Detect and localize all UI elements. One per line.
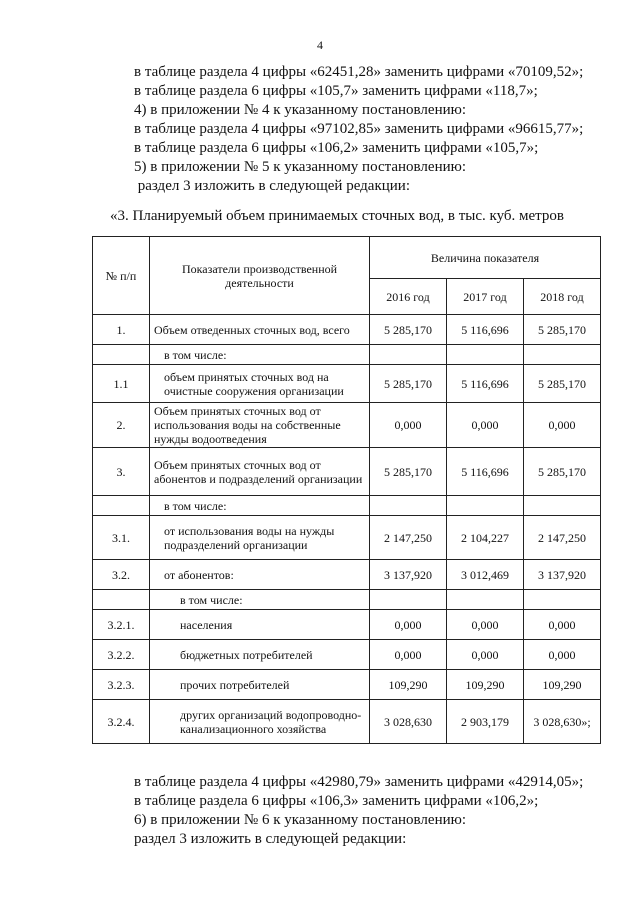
row-value: 3 028,630»; — [524, 700, 601, 744]
text-line: в таблице раздела 6 цифры «106,3» заменить цифрами «106,2»; — [134, 793, 539, 809]
row-value: 5 285,170 — [524, 365, 601, 403]
row-value: 109,290 — [370, 670, 447, 700]
table-row — [93, 365, 601, 403]
row-value: 109,290 — [524, 670, 601, 700]
row-num: 3.2. — [93, 560, 150, 590]
row-value — [370, 345, 447, 365]
text-line: в таблице раздела 4 цифры «62451,28» заменить цифрами «70109,52»; — [134, 64, 584, 80]
row-num: 3. — [93, 448, 150, 496]
table-row — [93, 315, 601, 345]
row-value — [524, 345, 601, 365]
text-line: 6) в приложении № 6 к указанному постановлению: — [134, 812, 466, 828]
header-year: 2018 год — [524, 279, 601, 315]
text-line: раздел 3 изложить в следующей редакции: — [134, 178, 410, 194]
row-value: 3 012,469 — [447, 560, 524, 590]
row-value: 0,000 — [370, 610, 447, 640]
text-line: в таблице раздела 4 цифры «42980,79» заменить цифрами «42914,05»; — [134, 774, 584, 790]
row-label: Объем принятых сточных вод от использования воды на собственные нужды водоотведения — [150, 403, 370, 448]
row-value: 109,290 — [447, 670, 524, 700]
row-value: 2 147,250 — [370, 516, 447, 560]
row-num: 3.2.1. — [93, 610, 150, 640]
row-value: 5 285,170 — [524, 448, 601, 496]
table-row — [93, 670, 601, 700]
row-label: населения — [150, 610, 370, 640]
row-value: 5 285,170 — [524, 315, 601, 345]
row-num: 3.2.4. — [93, 700, 150, 744]
row-num: 2. — [93, 403, 150, 448]
row-num: 3.2.3. — [93, 670, 150, 700]
row-value: 5 116,696 — [447, 448, 524, 496]
header-year: 2016 год — [370, 279, 447, 315]
page-number: 4 — [317, 38, 323, 52]
row-value: 2 903,179 — [447, 700, 524, 744]
header-year: 2017 год — [447, 279, 524, 315]
text-line: 5) в приложении № 5 к указанному постановлению: — [134, 159, 466, 175]
row-value — [524, 590, 601, 610]
row-value: 3 028,630 — [370, 700, 447, 744]
row-value: 0,000 — [447, 610, 524, 640]
row-num — [93, 590, 150, 610]
row-value — [370, 590, 447, 610]
table-row — [93, 590, 601, 610]
row-label: в том числе: — [150, 496, 370, 516]
indicators-table — [92, 236, 601, 744]
row-num: 3.2.2. — [93, 640, 150, 670]
row-label: других организаций водопроводно-канализационного хозяйства — [150, 700, 370, 744]
table-row — [93, 700, 601, 744]
table-row — [93, 640, 601, 670]
table-row — [93, 403, 601, 448]
header-values-title: Величина показателя — [370, 237, 601, 279]
row-num — [93, 496, 150, 516]
row-value: 0,000 — [524, 610, 601, 640]
row-value — [370, 496, 447, 516]
row-label: объем принятых сточных вод на очистные сооружения организации — [150, 365, 370, 403]
row-value: 0,000 — [524, 403, 601, 448]
row-value: 3 137,920 — [370, 560, 447, 590]
text-line: в таблице раздела 6 цифры «105,7» заменить цифрами «118,7»; — [134, 83, 538, 99]
row-label: от абонентов: — [150, 560, 370, 590]
row-value: 0,000 — [447, 640, 524, 670]
row-value: 0,000 — [370, 403, 447, 448]
row-value: 2 104,227 — [447, 516, 524, 560]
row-value: 5 285,170 — [370, 315, 447, 345]
table-row — [93, 610, 601, 640]
header-num: № п/п — [93, 237, 150, 315]
row-value: 5 285,170 — [370, 448, 447, 496]
table-row — [93, 496, 601, 516]
row-num: 3.1. — [93, 516, 150, 560]
row-label: в том числе: — [150, 590, 370, 610]
row-value: 5 116,696 — [447, 365, 524, 403]
row-value — [524, 496, 601, 516]
text-line: 4) в приложении № 4 к указанному постановлению: — [134, 102, 466, 118]
table-row — [93, 560, 601, 590]
row-value — [447, 590, 524, 610]
row-label: прочих потребителей — [150, 670, 370, 700]
row-value: 5 285,170 — [370, 365, 447, 403]
row-value: 0,000 — [447, 403, 524, 448]
row-label: Объем отведенных сточных вод, всего — [150, 315, 370, 345]
row-value — [447, 345, 524, 365]
row-value — [447, 496, 524, 516]
row-num: 1.1 — [93, 365, 150, 403]
text-line: в таблице раздела 6 цифры «106,2» заменить цифрами «105,7»; — [134, 140, 539, 156]
header-indicator: Показатели производственной деятельности — [150, 237, 370, 315]
row-value: 0,000 — [524, 640, 601, 670]
table-row — [93, 448, 601, 496]
text-line: в таблице раздела 4 цифры «97102,85» заменить цифрами «96615,77»; — [134, 121, 584, 137]
row-value: 3 137,920 — [524, 560, 601, 590]
row-value: 0,000 — [370, 640, 447, 670]
section-heading: «3. Планируемый объем принимаемых сточных вод, в тыс. куб. метров — [110, 208, 564, 224]
table-row — [93, 345, 601, 365]
text-line: раздел 3 изложить в следующей редакции: — [134, 831, 407, 847]
row-num — [93, 345, 150, 365]
row-label: Объем принятых сточных вод от абонентов и подразделений организации — [150, 448, 370, 496]
table-row — [93, 516, 601, 560]
row-value: 2 147,250 — [524, 516, 601, 560]
row-label: в том числе: — [150, 345, 370, 365]
row-label: от использования воды на нужды подразделений организации — [150, 516, 370, 560]
row-label: бюджетных потребителей — [150, 640, 370, 670]
row-value: 5 116,696 — [447, 315, 524, 345]
row-num: 1. — [93, 315, 150, 345]
